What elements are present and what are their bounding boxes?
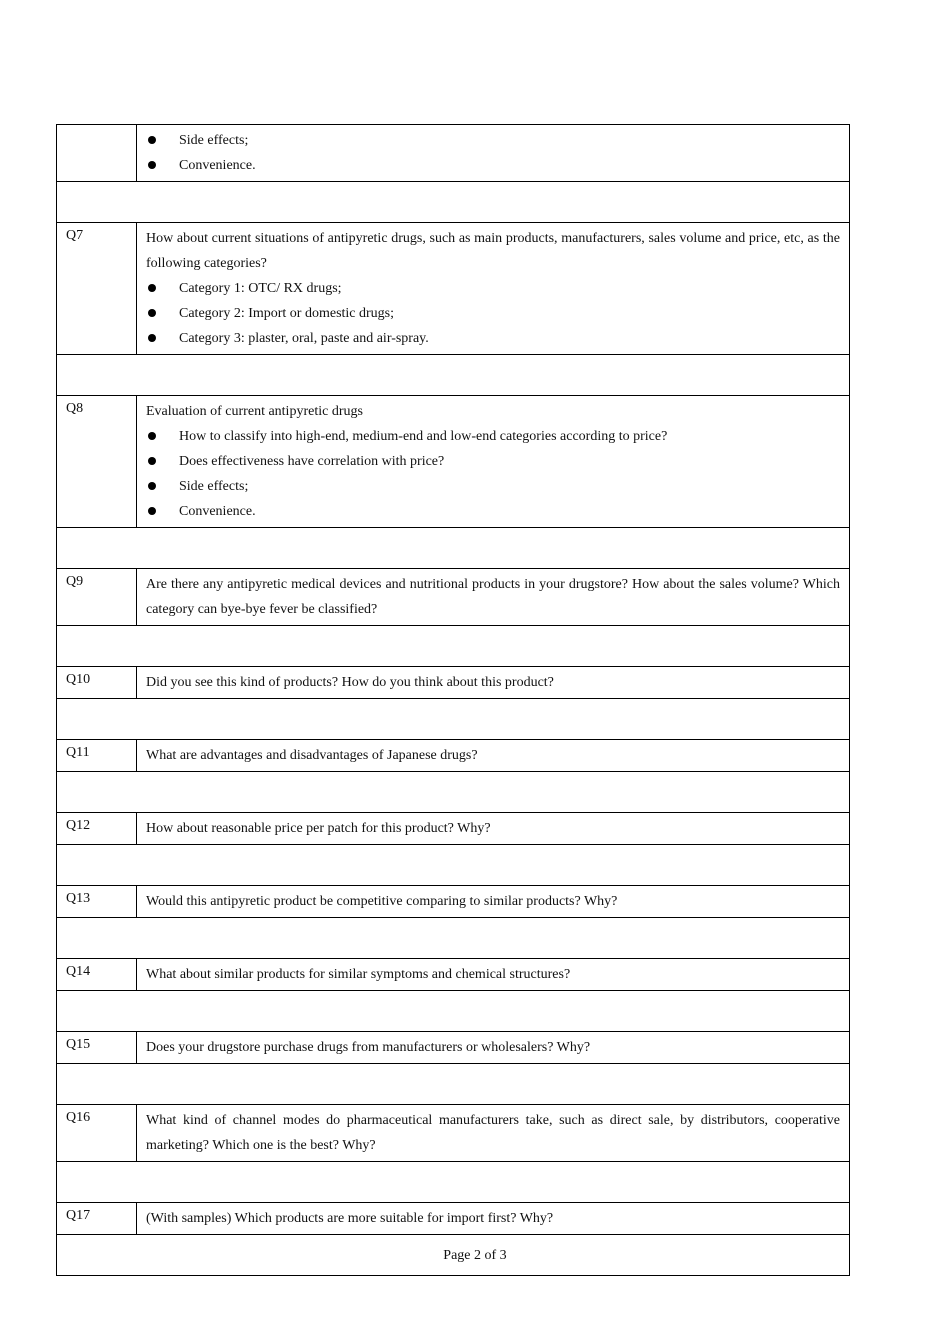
answer-space[interactable]: [57, 918, 850, 959]
question-text: What are advantages and disadvantages of Japanese drugs?: [137, 740, 850, 772]
table-row: [57, 1105, 850, 1162]
page-number: Page 2 of 3: [443, 1248, 507, 1263]
answer-row: [57, 1064, 850, 1105]
bullet-icon: [146, 326, 179, 351]
answer-space[interactable]: [57, 355, 850, 396]
list-item: Side effects;: [146, 474, 840, 499]
answer-row: [57, 699, 850, 740]
answer-row: [57, 991, 850, 1032]
table-row: [57, 1032, 850, 1064]
answer-row: [57, 845, 850, 886]
table-row: [57, 740, 850, 772]
bullet-icon: [146, 424, 179, 449]
list-item: Category 3: plaster, oral, paste and air-spray.: [146, 326, 840, 351]
question-text: [137, 125, 850, 182]
answer-space[interactable]: [57, 1162, 850, 1203]
questionnaire-table-container: [56, 124, 849, 1276]
table-row: [57, 667, 850, 699]
list-item: Category 2: Import or domestic drugs;: [146, 301, 840, 326]
list-item: Convenience.: [146, 499, 840, 524]
question-number: Q13: [57, 886, 137, 918]
list-item: Does effectiveness have correlation with price?: [146, 449, 840, 474]
answer-space[interactable]: [57, 528, 850, 569]
table-row: [57, 959, 850, 991]
question-text: What kind of channel modes do pharmaceutical manufacturers take, such as direct sale, by distributors, cooperative marketing? Which one is the best? Why?: [137, 1105, 850, 1162]
table-row: [57, 569, 850, 626]
table-row: [57, 1203, 850, 1235]
answer-space[interactable]: [57, 991, 850, 1032]
table-row: [57, 813, 850, 845]
list-item: Convenience.: [146, 153, 840, 178]
bullet-icon: [146, 301, 179, 326]
question-number: Q16: [57, 1105, 137, 1162]
questionnaire-table: [56, 124, 850, 1276]
bullet-icon: [146, 153, 179, 178]
answer-row: [57, 626, 850, 667]
table-row: [57, 886, 850, 918]
question-text: Evaluation of current antipyretic drugs How to classify into high-end, medium-end and low-end categories according to price? Does effectiveness have correlation with price? Side effects; Convenience.: [137, 396, 850, 528]
question-number: Q17: [57, 1203, 137, 1235]
list-item: How to classify into high-end, medium-end and low-end categories according to price?: [146, 424, 840, 449]
question-text: Would this antipyretic product be competitive comparing to similar products? Why?: [137, 886, 850, 918]
question-number: Q14: [57, 959, 137, 991]
answer-space[interactable]: [57, 182, 850, 223]
question-number: Q10: [57, 667, 137, 699]
question-text: Did you see this kind of products? How do you think about this product?: [137, 667, 850, 699]
question-number: Q8: [57, 396, 137, 528]
question-text: (With samples) Which products are more suitable for import first? Why?: [137, 1203, 850, 1235]
question-text: Does your drugstore purchase drugs from manufacturers or wholesalers? Why?: [137, 1032, 850, 1064]
question-number: Q11: [57, 740, 137, 772]
bullet-icon: [146, 276, 179, 301]
answer-row: [57, 918, 850, 959]
bullet-icon: [146, 474, 179, 499]
answer-row: [57, 355, 850, 396]
table-row: [57, 223, 850, 355]
answer-row: [57, 772, 850, 813]
list-item: Category 1: OTC/ RX drugs;: [146, 276, 840, 301]
question-number: Q15: [57, 1032, 137, 1064]
answer-space[interactable]: [57, 699, 850, 740]
table-row: [57, 125, 850, 182]
table-row: [57, 396, 850, 528]
answer-row: [57, 528, 850, 569]
question-text: What about similar products for similar symptoms and chemical structures?: [137, 959, 850, 991]
bullet-icon: [146, 128, 179, 153]
question-number: Q9: [57, 569, 137, 626]
question-text: Are there any antipyretic medical devices and nutritional products in your drugstore? How about the sales volume? Which category can bye-bye fever be classified?: [137, 569, 850, 626]
bullet-icon: [146, 499, 179, 524]
answer-space[interactable]: [57, 772, 850, 813]
answer-row: [57, 1162, 850, 1203]
list-item: Side effects;: [146, 128, 840, 153]
question-text: How about reasonable price per patch for this product? Why?: [137, 813, 850, 845]
answer-row: [57, 182, 850, 223]
question-number: [57, 125, 137, 182]
answer-space[interactable]: [57, 1064, 850, 1105]
answer-space[interactable]: [57, 626, 850, 667]
question-number: Q12: [57, 813, 137, 845]
question-number: Q7: [57, 223, 137, 355]
answer-space[interactable]: [57, 845, 850, 886]
question-text: How about current situations of antipyretic drugs, such as main products, manufacturers, sales volume and price, etc, as the following categories? Category 1: OTC/ RX drugs; Category 2: Import or domestic drugs; Category 3: plaster, oral, paste and air-spray.: [137, 223, 850, 355]
bullet-icon: [146, 449, 179, 474]
